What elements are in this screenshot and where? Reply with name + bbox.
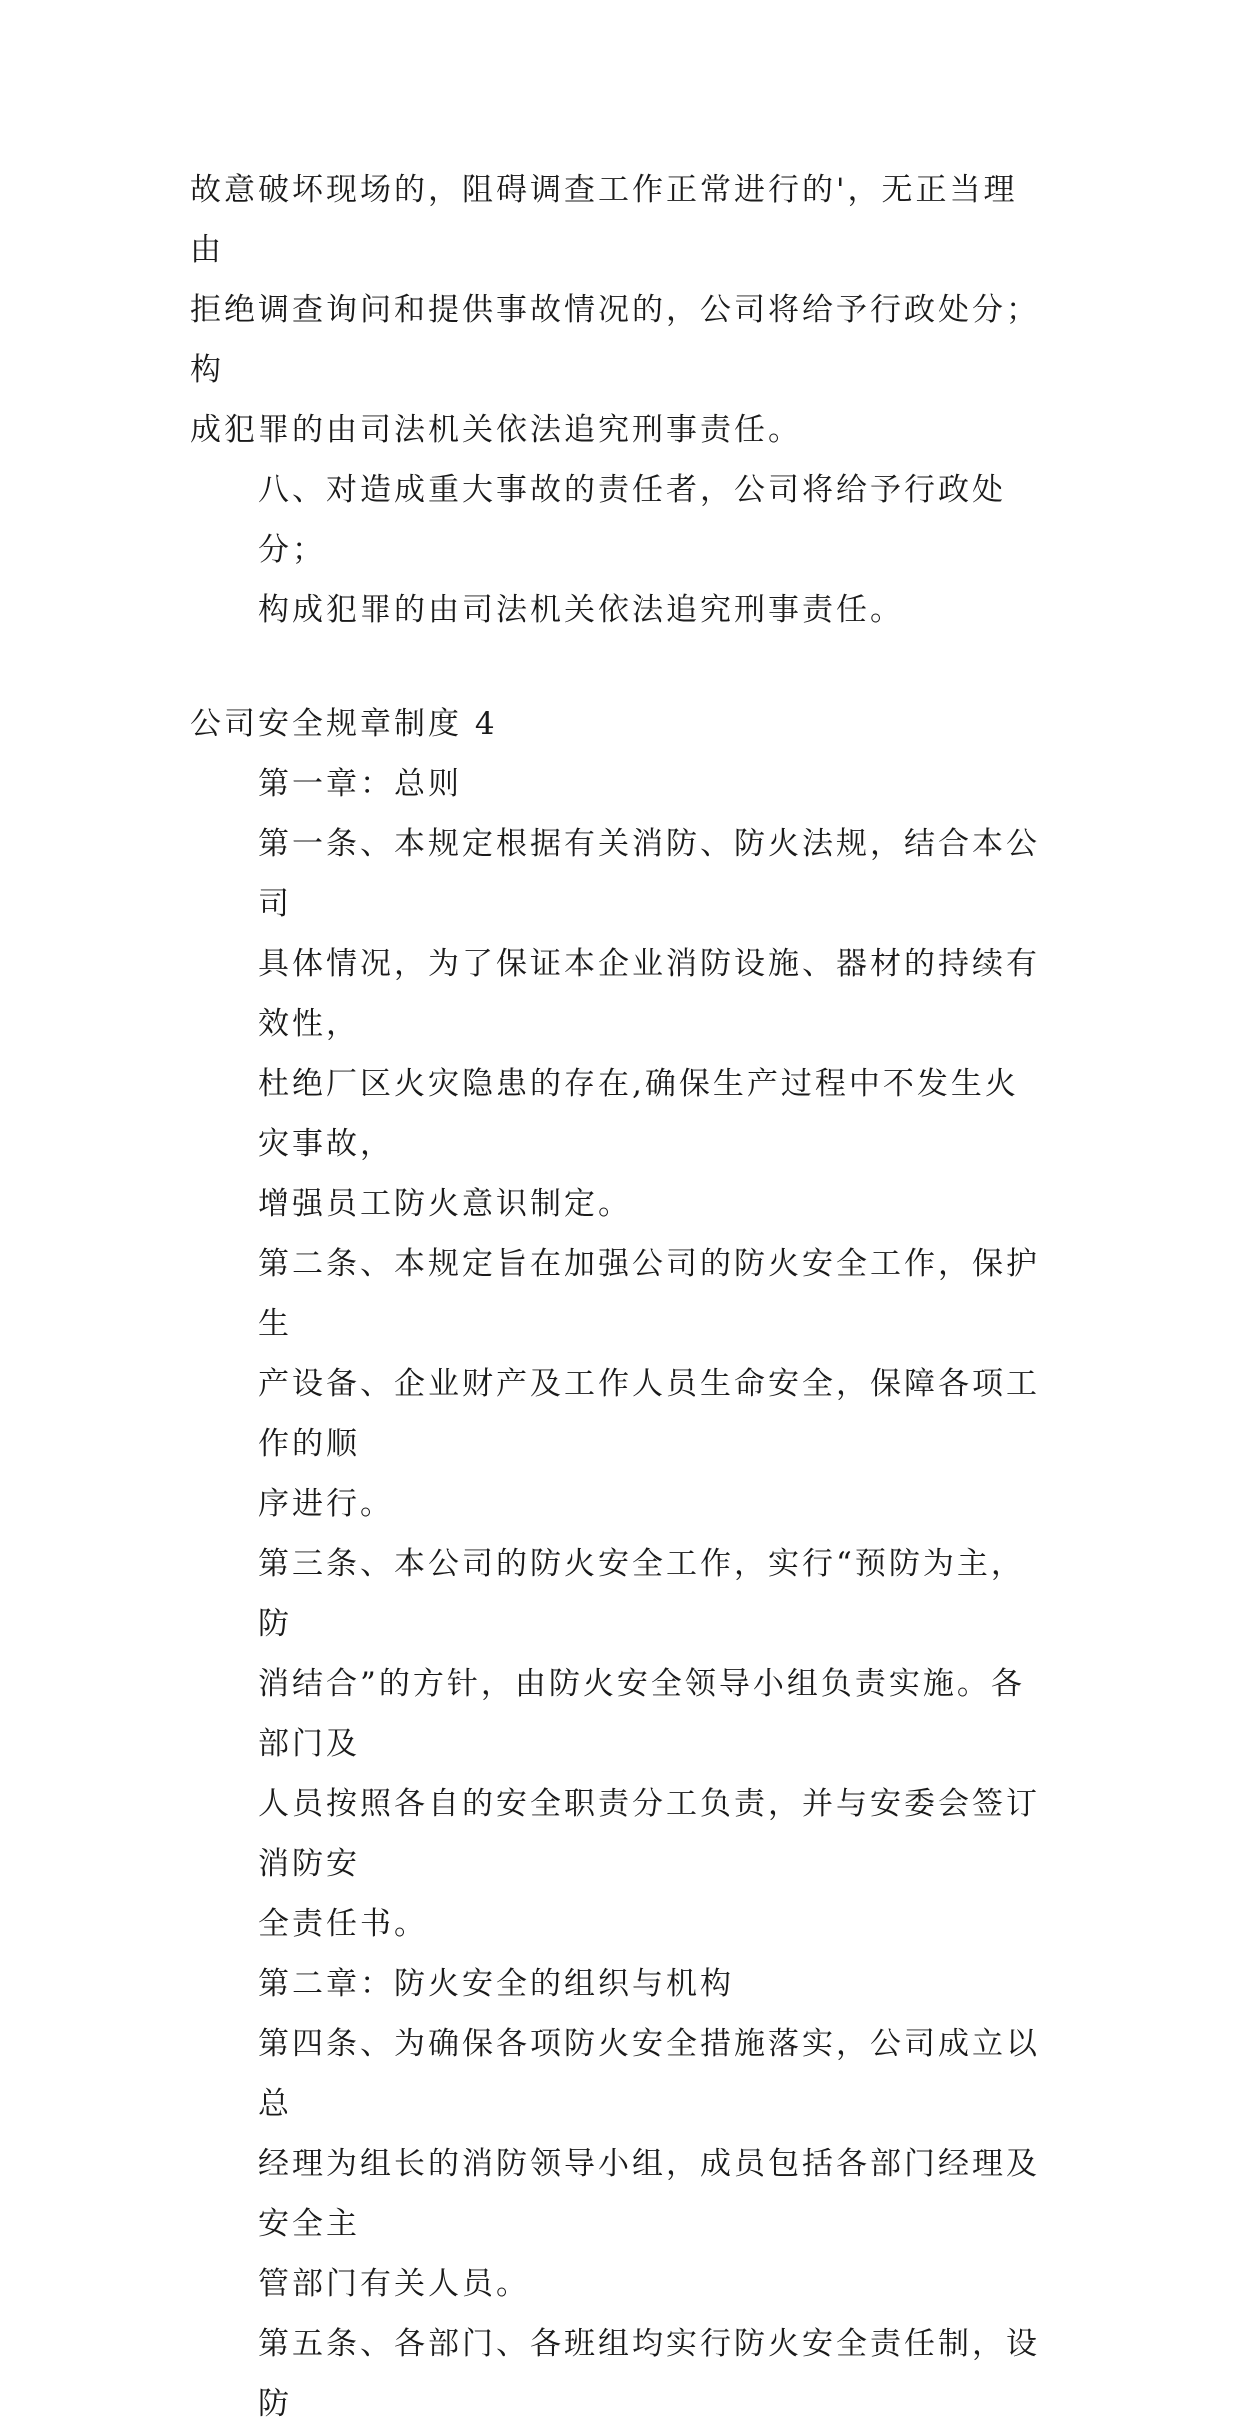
- article-2: 第二条、本规定旨在加强公司的防火安全工作，保护生 产设备、企业财产及工作人员生命安全，保障各项工作的顺 序进行。: [258, 1246, 1040, 1522]
- paragraph-article-eight: 八、对造成重大事故的责任者，公司将给予行政处分； 构成犯罪的由司法机关依法追究刑事责任。: [258, 472, 1006, 628]
- chapter-heading-2: 第二章：防火安全的组织与机构: [258, 1966, 734, 2002]
- section-title: 公司安全规章制度 4: [190, 706, 498, 742]
- chapter-heading-1: 第一章：总则: [258, 766, 462, 802]
- article-5: 第五条、各部门、各班组均实行防火安全责任制，设防: [258, 2326, 1040, 2422]
- article-1: 第一条、本规定根据有关消防、防火法规，结合本公司 具体情况，为了保证本企业消防设施、器材的持续有效性， 杜绝厂区火灾隐患的存在,确保生产过程中不发生火灾事故， 增强员工防火意识制定。: [258, 826, 1040, 1222]
- article-3: 第三条、本公司的防火安全工作，实行“预防为主，防 消结合”的方针，由防火安全领导小组负责实施。各部门及 人员按照各自的安全职责分工负责，并与安委会签订消防安 全责任书。: [258, 1546, 1040, 1942]
- document-body: [190, 160, 1050, 2434]
- section-spacer: [190, 640, 1050, 694]
- paragraph-investigation-obstruction: 故意破坏现场的，阻碍调查工作正常进行的'，无正当理由 拒绝调查询问和提供事故情况的，公司将给予行政处分；构 成犯罪的由司法机关依法追究刑事责任。: [190, 172, 1040, 448]
- article-4: 第四条、为确保各项防火安全措施落实，公司成立以总 经理为组长的消防领导小组，成员包括各部门经理及安全主 管部门有关人员。: [258, 2026, 1040, 2302]
